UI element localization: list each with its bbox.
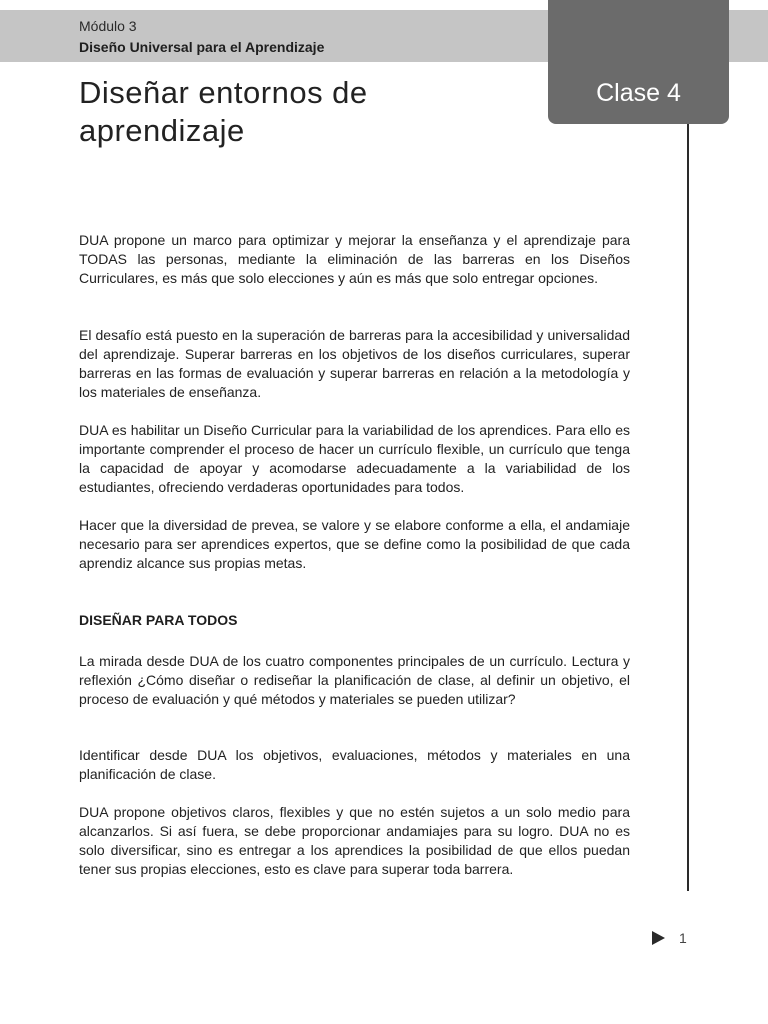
clase-label: Clase 4 — [596, 79, 681, 107]
section-heading: DISEÑAR PARA TODOS — [79, 612, 238, 628]
course-title: Diseño Universal para el Aprendizaje — [79, 39, 325, 55]
clase-tab — [548, 0, 729, 124]
play-triangle-icon — [652, 931, 665, 945]
page-number: 1 — [679, 930, 687, 946]
page-title: Diseñar entornos de aprendizaje — [79, 75, 368, 148]
paragraph-intro: DUA propone un marco para optimizar y mejorar la enseñanza y el aprendizaje para TODAS las personas, mediante la eliminación de las barreras en los Diseños Curriculares, es más que solo elecciones y aún es más que solo entregar opciones. — [79, 232, 630, 286]
module-label: Módulo 3 — [79, 18, 137, 34]
vertical-divider — [687, 124, 689, 891]
paragraph-components: La mirada desde DUA de los cuatro componentes principales de un currículo. Lectura y reflexión ¿Cómo diseñar o rediseñar la planificación de clase, al definir un objetivo, el proceso de evaluación y qué métodos y materiales se pueden utilizar? — [79, 653, 630, 707]
paragraph-challenge: El desafío está puesto en la superación de barreras para la accesibilidad y universalidad del aprendizaje. Superar barreras en los objetivos de los diseños curriculares, superar barreras en las formas de evaluación y superar barreras en relación a la metodología y los materiales de enseñanza. — [79, 327, 630, 400]
paragraph-curriculum: DUA es habilitar un Diseño Curricular para la variabilidad de los aprendices. Para ello es importante comprender el proceso de hacer un currículo flexible, un currículo que tenga la capacidad de apoyar y acomodarse adecuadamente a la variabilidad de los estudiantes, ofreciendo verdaderas oportunidades para todos. — [79, 422, 630, 495]
paragraph-identify: Identificar desde DUA los objetivos, evaluaciones, métodos y materiales en una planificación de clase. — [79, 747, 630, 782]
paragraph-objectives: DUA propone objetivos claros, flexibles y que no estén sujetos a un solo medio para alcanzarlos. Si así fuera, se debe proporcionar andamiajes para su logro. DUA no es solo diversificar, sino es entregar a los aprendices la posibilidad de que ellos puedan tener sus propias elecciones, esto es clave para superar toda barrera. — [79, 804, 630, 877]
paragraph-diversity: Hacer que la diversidad de prevea, se valore y se elabore conforme a ella, el andamiaje necesario para ser aprendices expertos, que se define como la posibilidad de que cada aprendiz alcance sus propias metas. — [79, 517, 630, 571]
